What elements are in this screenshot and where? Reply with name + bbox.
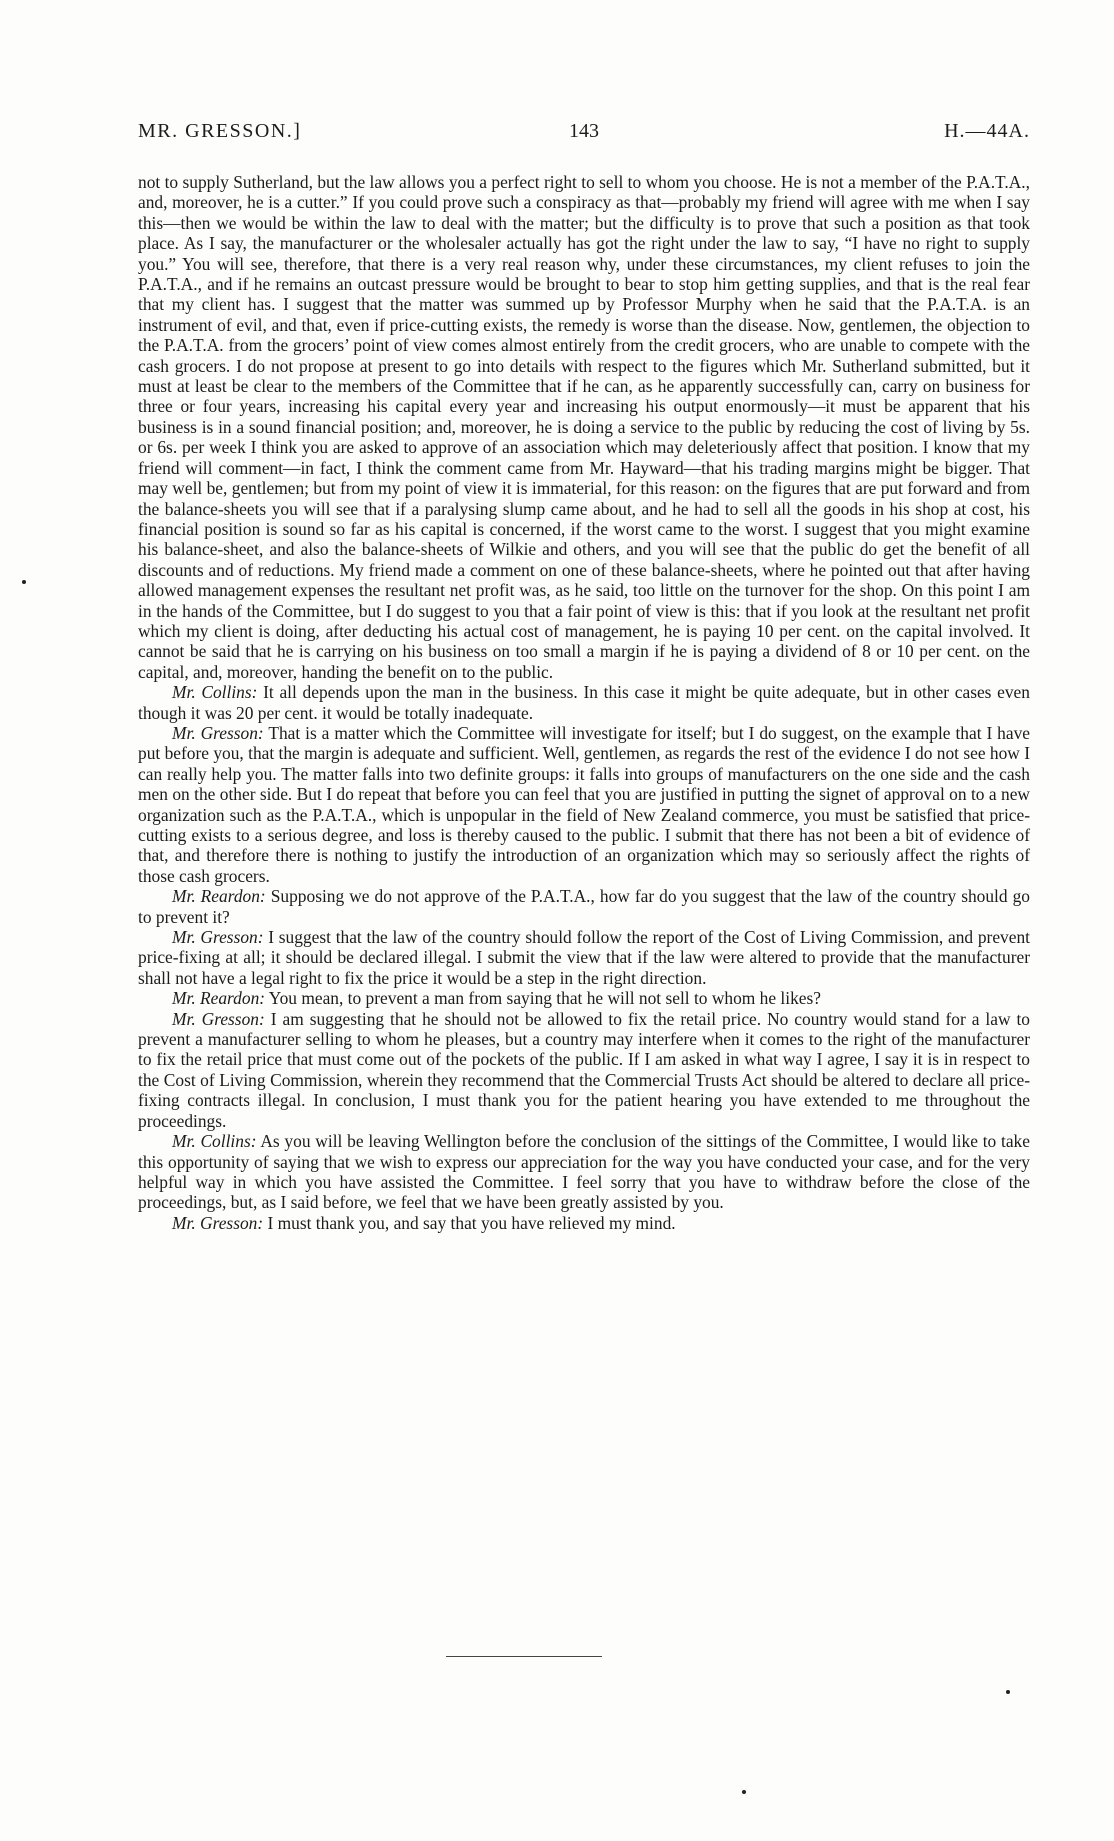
paragraph-text: I am suggesting that he should not be allowed to fix the retail price. No country would stand for a law to prevent a manufacturer selling to whom he pleases, but a country may interfere when it comes to the right of the manufacturer to fix the retail price that must come out of the pockets of the public. If I am asked in what way I agree, I say it is in respect to the Cost of Living Commission, wherein they recommend that the Commercial Trusts Act should be altered to declare all price-fixing contracts illegal. In conclusion, I must thank you for the patient hearing you have extended to me throughout the proceedings. bbox=[138, 1008, 1031, 1131]
paragraph bbox=[138, 723, 1030, 886]
speaker-name: Mr. Collins: bbox=[172, 682, 258, 703]
speaker-name: Mr. Reardon: bbox=[172, 886, 266, 907]
paragraph-text: I suggest that the law of the country should follow the report of the Cost of Living Commission, and prevent price-fixing at all; it should be declared illegal. I submit the view that if the law were altered to provide that the manufacturer shall not have a legal right to fix the price it would be a step in the right direction. bbox=[138, 927, 1030, 988]
paragraph-text: It all depends upon the man in the business. In this case it might be quite adequate, but in other cases even though it was 20 per cent. it would be totally inadequate. bbox=[138, 682, 1030, 723]
speaker-name: Mr. Gresson: bbox=[172, 927, 264, 948]
speaker-name: Mr. Reardon: bbox=[172, 988, 266, 1009]
paragraph-text: As you will be leaving Wellington before the conclusion of the sittings of the Committee, I would like to take this opportunity of saying that we wish to express our appreciation for the way you have conducted your case, and for the very helpful way in which you have assisted the Committee. I feel sorry that you have to withdraw before the close of the proceedings, but, as I said before, we feel that we have been greatly assisted by you. bbox=[138, 1131, 1030, 1213]
paragraph-text: I must thank you, and say that you have relieved my mind. bbox=[267, 1212, 676, 1233]
paragraph bbox=[138, 927, 1030, 988]
speaker-name: Mr. Gresson: bbox=[172, 1008, 265, 1029]
ink-speck bbox=[1006, 1690, 1010, 1694]
paragraph bbox=[138, 172, 1030, 682]
speaker-name: Mr. Collins: bbox=[172, 1131, 257, 1152]
paragraph bbox=[138, 682, 1030, 723]
document-reference: H.—44A. bbox=[944, 120, 1030, 142]
header-speaker: MR. GRESSON.] bbox=[138, 120, 302, 142]
closing-rule bbox=[446, 1656, 602, 1657]
ink-speck bbox=[742, 1790, 746, 1794]
paragraph bbox=[138, 886, 1030, 927]
paragraph bbox=[138, 988, 1030, 1008]
speaker-name: Mr. Gresson: bbox=[172, 1212, 264, 1233]
page-number: 143 bbox=[569, 120, 599, 142]
paragraph bbox=[138, 1009, 1030, 1131]
paragraph-text: That is a matter which the Committee will investigate for itself; but I do suggest, on the example that I have put before you, that the margin is adequate and sufficient. Well, gentlemen, as regards the rest of the evidence I do not see how I can really help you. The matter falls into two definite groups: it falls into groups of manufacturers on the one side and the cash men on the other side. But I do repeat that before you can feel that you are justified in putting the signet of approval on to a new organization such as the P.A.T.A., which is unpopular in the field of New Zealand commerce, you must be satisfied that price-cutting exists to a serious degree, and loss is thereby caused to the public. I submit that there has not been a bit of evidence of that, and therefore there is nothing to justify the introduction of an organization which may so seriously affect the rights of those cash grocers. bbox=[138, 722, 1031, 886]
paragraph-text: You mean, to prevent a man from saying that he will not sell to whom he likes? bbox=[268, 988, 821, 1009]
paragraph-text: Supposing we do not approve of the P.A.T.A., how far do you suggest that the law of the country should go to prevent it? bbox=[138, 886, 1030, 927]
paragraph bbox=[138, 1131, 1030, 1213]
ink-speck bbox=[22, 580, 26, 584]
page-header bbox=[138, 120, 1030, 150]
speaker-name: Mr. Gresson: bbox=[172, 722, 264, 743]
paragraph-text: not to supply Sutherland, but the law allows you a perfect right to sell to whom you choose. He is not a member of the P.A.T.A., and, moreover, he is a cutter.” If you could prove such a conspiracy as that—probably my friend will agree with me when I say this—then we would be within the law to deal with the matter; but the difficulty is to prove that such a position as that took place. As I say, the manufacturer or the wholesaler actually has got the right under the law to say, “I have no right to supply you.” You will see, therefore, that there is a very real reason why, under these circumstances, my client refuses to join the P.A.T.A., and if he remains an outcast pressure would be brought to bear to stop him getting supplies, and that is the real fear that my client has. I suggest that the matter was summed up by Professor Murphy when he said that the P.A.T.A. is an instrument of evil, and that, even if price-cutting exists, the remedy is worse than the disease. Now, gentlemen, the objection to the P.A.T.A. from the grocers’ point of view comes almost entirely from the credit grocers, who are unable to compete with the cash grocers. I do not propose at present to go into details with respect to the figures which Mr. Sutherland submitted, but it must at least be clear to the members of the Committee that if he can, as he apparently successfully can, carry on business for three or four years, increasing his capital every year and increasing his output enormously—it must be apparent that his business is in a sound financial position; and, moreover, he is doing a service to the public by reducing the cost of living by 5s. or 6s. per week I think you are asked to approve of an association which may deleteriously affect that position. I know that my friend will comment—in fact, I think the comment came from Mr. Hayward—that his trading margins might be bigger. That may well be, gentlemen; but from my point of view it is immaterial, for this reason: on the figures that are put forward and from the balance-sheets you will see that if a paralysing slump came about, and he had to sell all the goods in his shop at cost, his financial position is sound so far as his capital is concerned, if the worst came to the worst. I suggest that you might examine his balance-sheet, and also the balance-sheets of Wilkie and others, and you will see that the public do get the benefit of all discounts and of reductions. My friend made a comment on one of these balance-sheets, where he pointed out that after having allowed management expenses the resultant net profit was, as he said, too little on the turnover for the shop. On this point I am in the hands of the Committee, but I do suggest to you that a fair point of view is this: that if you look at the resultant net profit which my client is doing, after deducting his actual cost of management, he is paying 10 per cent. on the capital involved. It cannot be said that he is carrying on his business on too small a margin if he is paying a dividend of 8 or 10 per cent. on the capital, and, moreover, handing the benefit on to the public. bbox=[138, 172, 1030, 682]
paragraph bbox=[138, 1213, 1030, 1233]
transcript-body bbox=[138, 172, 1030, 1233]
